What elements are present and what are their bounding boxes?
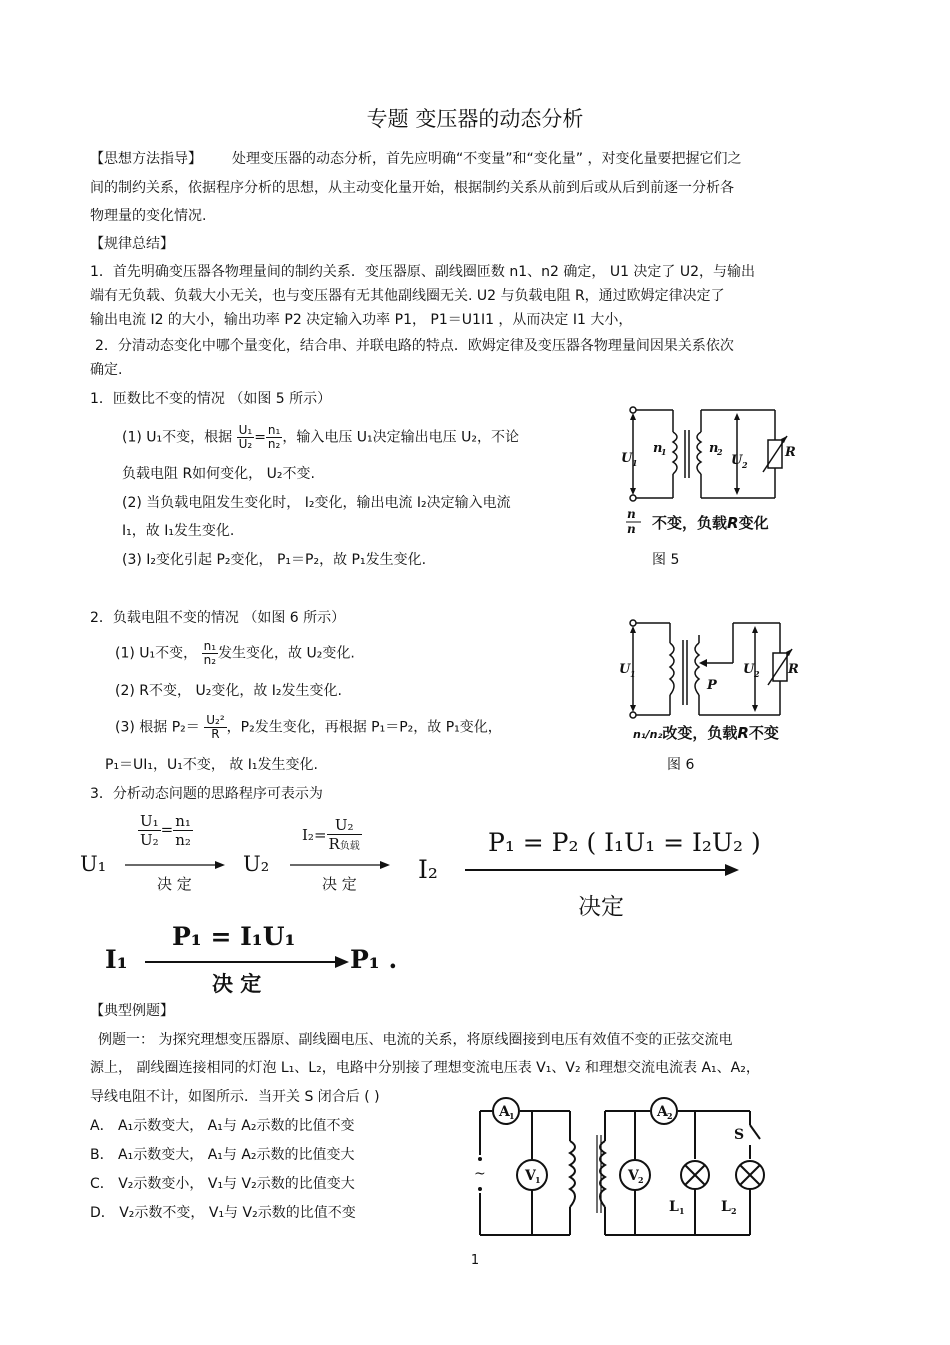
- example-line-1: 例题一： 为探究理想变压器原、副线圈电压、电流的关系，将原线圈接到电压有效值不变的正弦交流电: [98, 1032, 733, 1048]
- svg-text:V: V: [525, 1168, 536, 1184]
- guide-line-1: 处理变压器的动态分析，首先应明确“不变量”和“变化量” ，对变化量要把握它们之: [232, 151, 742, 167]
- svg-text:2: 2: [754, 669, 760, 679]
- page-title: 专题 变压器的动态分析: [366, 107, 584, 131]
- svg-text:S: S: [734, 1127, 745, 1143]
- option-c: C． V₂示数变小， V₁与 V₂示数的比值变大: [90, 1176, 355, 1192]
- guide-line-2: 间的制约关系，依据程序分析的思想，从主动变化量开始，根据制约关系从前到后或从后到前逐一分析各: [90, 180, 734, 196]
- svg-text:U: U: [743, 662, 755, 677]
- case2-heading: 2．负载电阻不变的情况 （如图 6 所示）: [90, 610, 346, 626]
- case2-point-3: (3) 根据 P₂＝ $\frac{\text{U₂²}}{R}$ ，P₂发生变化，再根据 P₁＝P₂，故 P₁变化，: [115, 713, 502, 741]
- flow-decide-2: 决 定: [322, 875, 357, 893]
- flow-arrow-1: [125, 855, 225, 875]
- svg-text:1: 1: [535, 1175, 541, 1185]
- flow-u2: U₂: [243, 852, 270, 876]
- flow-eq-power: P₁ = P₂ ( I₁U₁ = I₂U₂ ): [488, 828, 761, 857]
- flow-u1: U₁: [80, 852, 107, 876]
- case2-point-3-cont: P₁＝UI₁，U₁不变， 故 I₁发生变化.: [105, 757, 318, 773]
- flow-decide-4: 决 定: [212, 971, 262, 996]
- svg-text:n: n: [709, 441, 719, 456]
- rule-2-line-2: 确定.: [90, 362, 123, 378]
- svg-text:1: 1: [679, 1206, 685, 1216]
- svg-text:n: n: [653, 441, 663, 456]
- case1-point-3: (3) I₂变化引起 P₂变化， P₁＝P₂，故 P₁发生变化.: [122, 552, 427, 568]
- svg-text:1: 1: [661, 447, 667, 457]
- case1-point-2: (2) 当负载电阻发生变化时， I₂变化，输出电流 I₂决定输入电流: [122, 495, 511, 511]
- rule-1-line-2: 端有无负载、负载大小无关，也与变压器有无其他副线圈无关. U2 与负载电阻 R，通过欧姆定律决定了: [90, 288, 725, 304]
- flow-eq-input-power: P₁ = I₁U₁: [172, 922, 296, 951]
- fraction-u2sq-r: $\frac{\text{U₂²}}{R}$: [206, 713, 225, 741]
- figure-6-diagram: [615, 615, 799, 730]
- example-circuit-diagram: [470, 1095, 770, 1245]
- flow-eq-current: I₂= $\frac{\text{U₂}}{\text{R负载}}$: [302, 816, 360, 853]
- svg-text:R: R: [788, 662, 799, 677]
- svg-text:1: 1: [632, 458, 638, 468]
- svg-text:U: U: [731, 453, 743, 468]
- rule-1-line-3: 输出电流 I2 的大小，输出功率 P2 决定输入功率 P1， P1＝U1I1 ，从而决定 I1 大小，: [90, 312, 633, 328]
- guide-line-3: 物理量的变化情况.: [90, 208, 207, 224]
- svg-text:A: A: [657, 1104, 668, 1120]
- option-b: B． A₁示数变大， A₁与 A₂示数的比值变大: [90, 1147, 355, 1163]
- svg-text:1: 1: [509, 1111, 515, 1121]
- case2-point-2: (2) R不变， U₂变化，故 I₂发生变化.: [115, 683, 342, 699]
- svg-text:n: n: [627, 507, 636, 521]
- rule-1-line-1: 1．首先明确变压器各物理量间的制约关系．变压器原、副线圈匝数 n1、n2 确定， U1 决定了 U2，与输出: [90, 264, 756, 280]
- flow-arrow-3: [465, 860, 740, 880]
- case1-point-1: (1) U₁不变，根据 $\frac{\text{U₁}}{\text{U₂}}$ = $\frac{\text{n₁}}{\text{n₂}}$ ，输入电压 U₁决定输出电压 U₂，不论: [122, 423, 519, 451]
- svg-text:A: A: [499, 1104, 510, 1120]
- flow-i1: I₁: [105, 945, 128, 974]
- case1-point-1-cont: 负载电阻 R如何变化， U₂不变.: [122, 466, 315, 482]
- svg-text:U: U: [619, 662, 631, 677]
- svg-text:2: 2: [717, 447, 723, 457]
- flow-p1: P₁ .: [350, 945, 398, 974]
- flow-eq-voltage-ratio: $\frac{\text{U₁}}{\text{U₂}}$ = $\frac{\text{n₁}}{\text{n₂}}$: [140, 812, 191, 849]
- rules-label: 【规律总结】: [90, 236, 174, 252]
- svg-text:R: R: [785, 445, 796, 460]
- svg-text:P: P: [707, 678, 717, 693]
- svg-text:2: 2: [742, 460, 748, 470]
- figure-5-label: 图 5: [652, 552, 680, 568]
- flow-i2: I₂: [418, 855, 438, 884]
- page-number: 1: [470, 1253, 480, 1268]
- figure-6-label: 图 6: [667, 757, 695, 773]
- svg-text:2: 2: [667, 1111, 673, 1121]
- svg-text:L: L: [721, 1199, 731, 1215]
- svg-text:V: V: [628, 1168, 639, 1184]
- rule-2-line-1: 2．分清动态变化中哪个量变化，结合串、并联电路的特点．欧姆定律及变压器各物理量间因果关系依次: [95, 338, 734, 354]
- example-line-3: 导线电阻不计，如图所示．当开关 S 闭合后 ( ): [90, 1089, 380, 1105]
- svg-text:~: ~: [474, 1166, 486, 1182]
- figure-6-caption: n₁/n₂改变，负载R不变: [633, 724, 779, 742]
- flow-arrow-2: [290, 855, 390, 875]
- fraction-n1-n2: $\frac{\text{n₁}}{\text{n₂}}$: [267, 423, 281, 451]
- svg-text:n: n: [627, 522, 636, 536]
- svg-text:U: U: [621, 451, 633, 466]
- option-d: D． V₂示数不变， V₁与 V₂示数的比值不变: [90, 1205, 356, 1221]
- flow-decide-1: 决 定: [157, 875, 192, 893]
- fraction-u1-u2: $\frac{\text{U₁}}{\text{U₂}}$: [238, 423, 253, 451]
- case2-point-1: (1) U₁不变， $\frac{\text{n₁}}{\text{n₂}}$ 发生变化，故 U₂变化.: [115, 639, 355, 667]
- figure-5-caption: 不变，负载R变化: [652, 514, 769, 532]
- example-line-2: 源上， 副线圈连接相同的灯泡 L₁、L₂，电路中分别接了理想变流电压表 V₁、V₂ 和理想交流电流表 A₁、A₂，: [90, 1060, 760, 1076]
- case3-heading: 3．分析动态问题的思路程序可表示为: [90, 786, 323, 802]
- case1-heading: 1．匝数比不变的情况 （如图 5 所示）: [90, 391, 332, 407]
- fraction-n1-n2: $\frac{\text{n₁}}{\text{n₂}}$: [203, 639, 217, 667]
- svg-text:L: L: [669, 1199, 679, 1215]
- svg-text:1: 1: [630, 669, 636, 679]
- flow-decide-3: 决定: [578, 894, 624, 920]
- svg-text:2: 2: [731, 1206, 737, 1216]
- example-label: 【典型例题】: [90, 1003, 174, 1019]
- case1-point-2-cont: I₁，故 I₁发生变化.: [122, 523, 235, 539]
- option-a: A． A₁示数变大， A₁与 A₂示数的比值不变: [90, 1118, 355, 1134]
- guide-label: 【思想方法指导】: [90, 151, 202, 167]
- svg-text:2: 2: [638, 1175, 644, 1185]
